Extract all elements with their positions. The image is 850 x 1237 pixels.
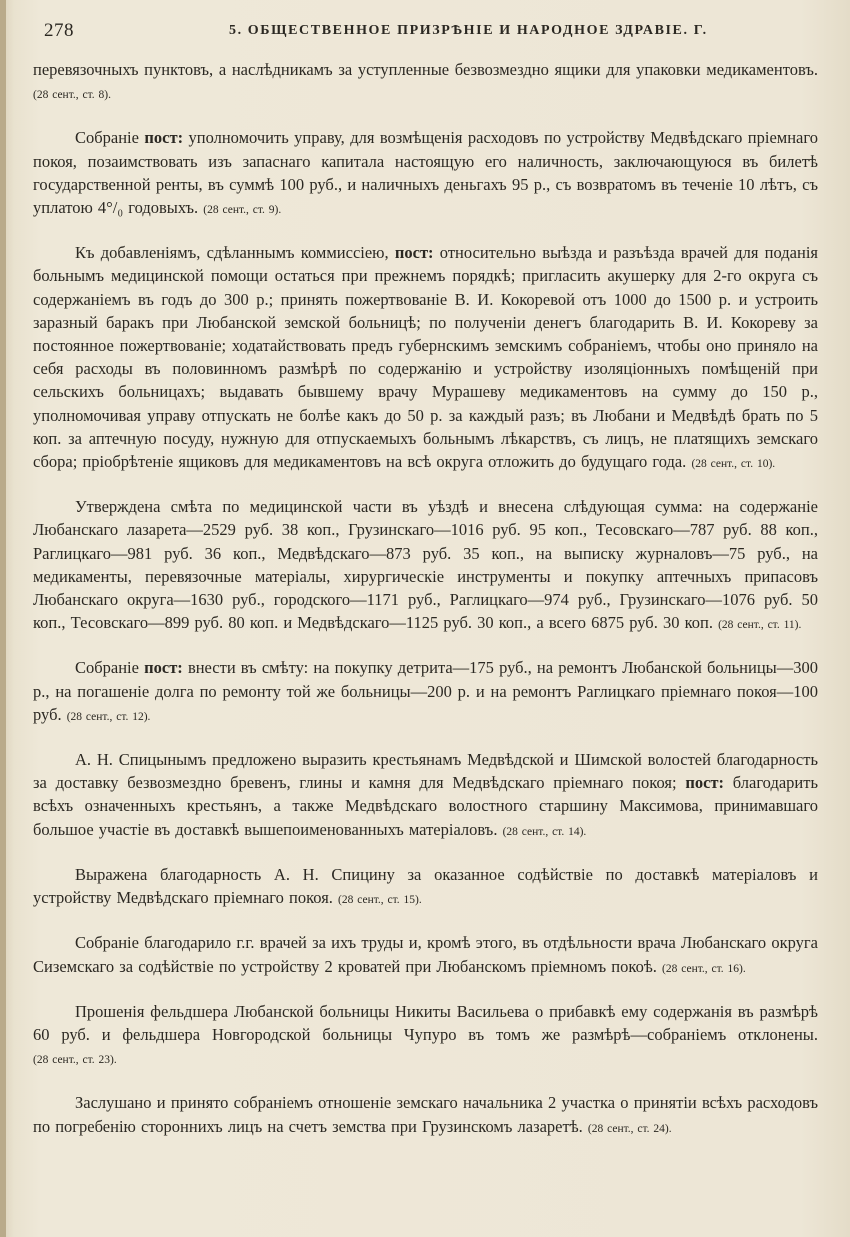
page-binding-edge xyxy=(0,0,6,1237)
reference: (28 сент., ст. 24). xyxy=(587,1122,672,1135)
paragraph-text: Прошенія фельдшера Любанской больницы Никиты Васильева о прибавкѣ ему содержанія въ размѣрѣ 60 руб. и фельдшера Новгородской больницы Чупуро въ томъ же размѣрѣ—собраніемъ отклонены. xyxy=(33,1001,818,1044)
paragraph-text: благодарить всѣхъ означенныхъ крестьянъ, а также Медвѣдскаго волостного старшину Максимова, принимавшаго большое участіе въ доставкѣ вышепоименованныхъ матеріаловъ. xyxy=(33,773,818,839)
paragraph-lead: Собраніе xyxy=(75,128,145,148)
running-title: 5. ОБЩЕСТВЕННОЕ ПРИЗРѢНІЕ И НАРОДНОЕ ЗДРАВІЕ. Г. xyxy=(229,23,708,38)
paragraph-lead: А. Н. Спицынымъ предложено выразить крестьянамъ Медвѣдской и Шимской волостей благодарность за доставку безвозмездно бревенъ, глины и камня для Медвѣдскаго пріемнаго покоя; xyxy=(33,750,818,793)
paragraph-lead: Къ добавленіямъ, сдѣланнымъ коммиссіею, xyxy=(75,243,395,263)
paragraph-lead: Собраніе xyxy=(75,658,145,678)
paragraph-text: уполномочить управу, для возмѣщенія расходовъ по устройству Медвѣдскаго пріемнаго покоя, позаимствовать изъ запаснаго капитала настоящую его наличность, заключающуюся въ билетѣ государственной ренты, въ суммѣ 100 руб., и наличныхъ деньгахъ 95 р., съ возвратомъ въ теченіе 10 лѣтъ, съ уплатою 4°/₀ годовыхъ. xyxy=(33,128,818,218)
reference: (28 сент., ст. 10). xyxy=(691,458,776,471)
paragraph xyxy=(33,748,818,844)
resolution-keyword: пост: xyxy=(144,658,183,678)
reference: (28 сент., ст. 14). xyxy=(502,825,587,838)
reference: (28 сент., ст. 15). xyxy=(338,894,422,907)
paragraph-text: Собраніе благодарило г.г. врачей за ихъ труды и, кромѣ этого, въ отдѣльности врача Любанскаго округа Сиземскаго за содѣйствіе по устройству 2 кроватей при Любанскомъ пріемномъ покоѣ. xyxy=(33,933,818,976)
resolution-keyword: пост: xyxy=(394,243,434,263)
paragraph-text: Выражена благодарность А. Н. Спицину за оказанное содѣйствіе по доставкѣ матеріаловъ и устройству Медвѣдскаго пріемнаго покоя. xyxy=(33,864,818,908)
page-number: 278 xyxy=(44,20,74,41)
paragraph-text: перевязочныхъ пунктовъ, а наслѣдникамъ за уступленные безвозмездно ящики для упаковки медикаментовъ. xyxy=(33,60,818,79)
reference: (28 сент., ст. 12). xyxy=(66,710,151,723)
paragraph xyxy=(33,241,818,476)
paragraph xyxy=(33,1091,818,1140)
paragraph xyxy=(33,1000,818,1073)
reference: (28 сент., ст. 9). xyxy=(203,204,282,217)
resolution-keyword: пост: xyxy=(685,773,725,793)
paragraph xyxy=(33,126,818,222)
resolution-keyword: пост: xyxy=(144,128,184,148)
paragraph xyxy=(33,931,818,980)
body-text xyxy=(33,58,818,1160)
paragraph-text: Заслушано и принято собраніемъ отношеніе земскаго начальника 2 участка о принятіи всѣхъ расходовъ по погребенію стороннихъ лицъ на счетъ земства при Грузинскомъ лазаретѣ. xyxy=(33,1093,818,1136)
paragraph xyxy=(33,495,818,637)
paragraph-text: относительно выѣзда и разъѣзда врачей для поданія больнымъ медицинской помощи остаться при прежнемъ порядкѣ; пригласить акушерку для 2-го округа съ содержаніемъ въ годъ до 300 р.; принять пожертвованіе В. И. Кокоревой отъ 1000 до 1500 р. и устроить заразный баракъ при Любанской земской больницѣ; по полученіи денегъ благодарить В. И. Кокореву за постоянное пожертвованіе; ходатайствовать предъ губернскимъ земскимъ собраніемъ, чтобы оно приняло на себя расходы въ половинномъ размѣрѣ по содержанію и устройству изоляціонныхъ помѣщеній при сельскихъ больницахъ; выдавать бывшему врачу Мурашеву медикаментовъ на сумму до 150 р., уполномочивая управу отпускать не болѣе какъ до 50 р. за каждый разъ; въ Любани и Медвѣдѣ брать по 5 коп. за аптечную посуду, нужную для отпускаемыхъ больнымъ лѣкарствъ, съ лицъ, не платящихъ земскаго сбора; пріобрѣтеніе ящиковъ для медикаментовъ на всѣ округа отложить до будущаго года. xyxy=(33,243,818,472)
page-header xyxy=(44,20,814,46)
paragraph xyxy=(33,58,818,107)
paragraph-text: Утверждена смѣта по медицинской части въ уѣздѣ и внесена слѣдующая сумма: на содержаніе Любанскаго лазарета—2529 руб. 38 коп., Грузинскаго—1016 руб. 95 коп., Тесовскаго—787 руб. 88 коп., Раглицкаго—981 руб. 36 коп., Медвѣдскаго—873 руб. 35 коп., на выписку журналовъ—75 руб., на медикаменты, перевязочные матеріалы, хирургическіе инструменты и покупку аптечныхъ припасовъ Любанскаго округа—1630 руб., городского—1171 руб., Раглицкаго—974 руб., Грузинскаго—1076 руб. 50 коп., Тесовскаго—899 руб. 80 коп. и Медвѣдскаго—1125 руб. 30 коп., а всего 6875 руб. 30 коп. xyxy=(33,497,818,633)
reference: (28 сент., ст. 23). xyxy=(33,1054,117,1067)
reference: (28 сент., ст. 8). xyxy=(33,89,111,102)
reference: (28 сент., ст. 11). xyxy=(718,619,802,632)
reference: (28 сент., ст. 16). xyxy=(662,962,746,975)
paragraph xyxy=(33,656,818,729)
paragraph-text: внести въ смѣту: на покупку детрита—175 руб., на ремонтъ Любанской больницы—300 р., на погашеніе долга по ремонту той же больницы—200 р. и на ремонтъ Раглицкаго пріемнаго покоя—100 руб. xyxy=(33,658,818,724)
paragraph xyxy=(33,863,818,912)
